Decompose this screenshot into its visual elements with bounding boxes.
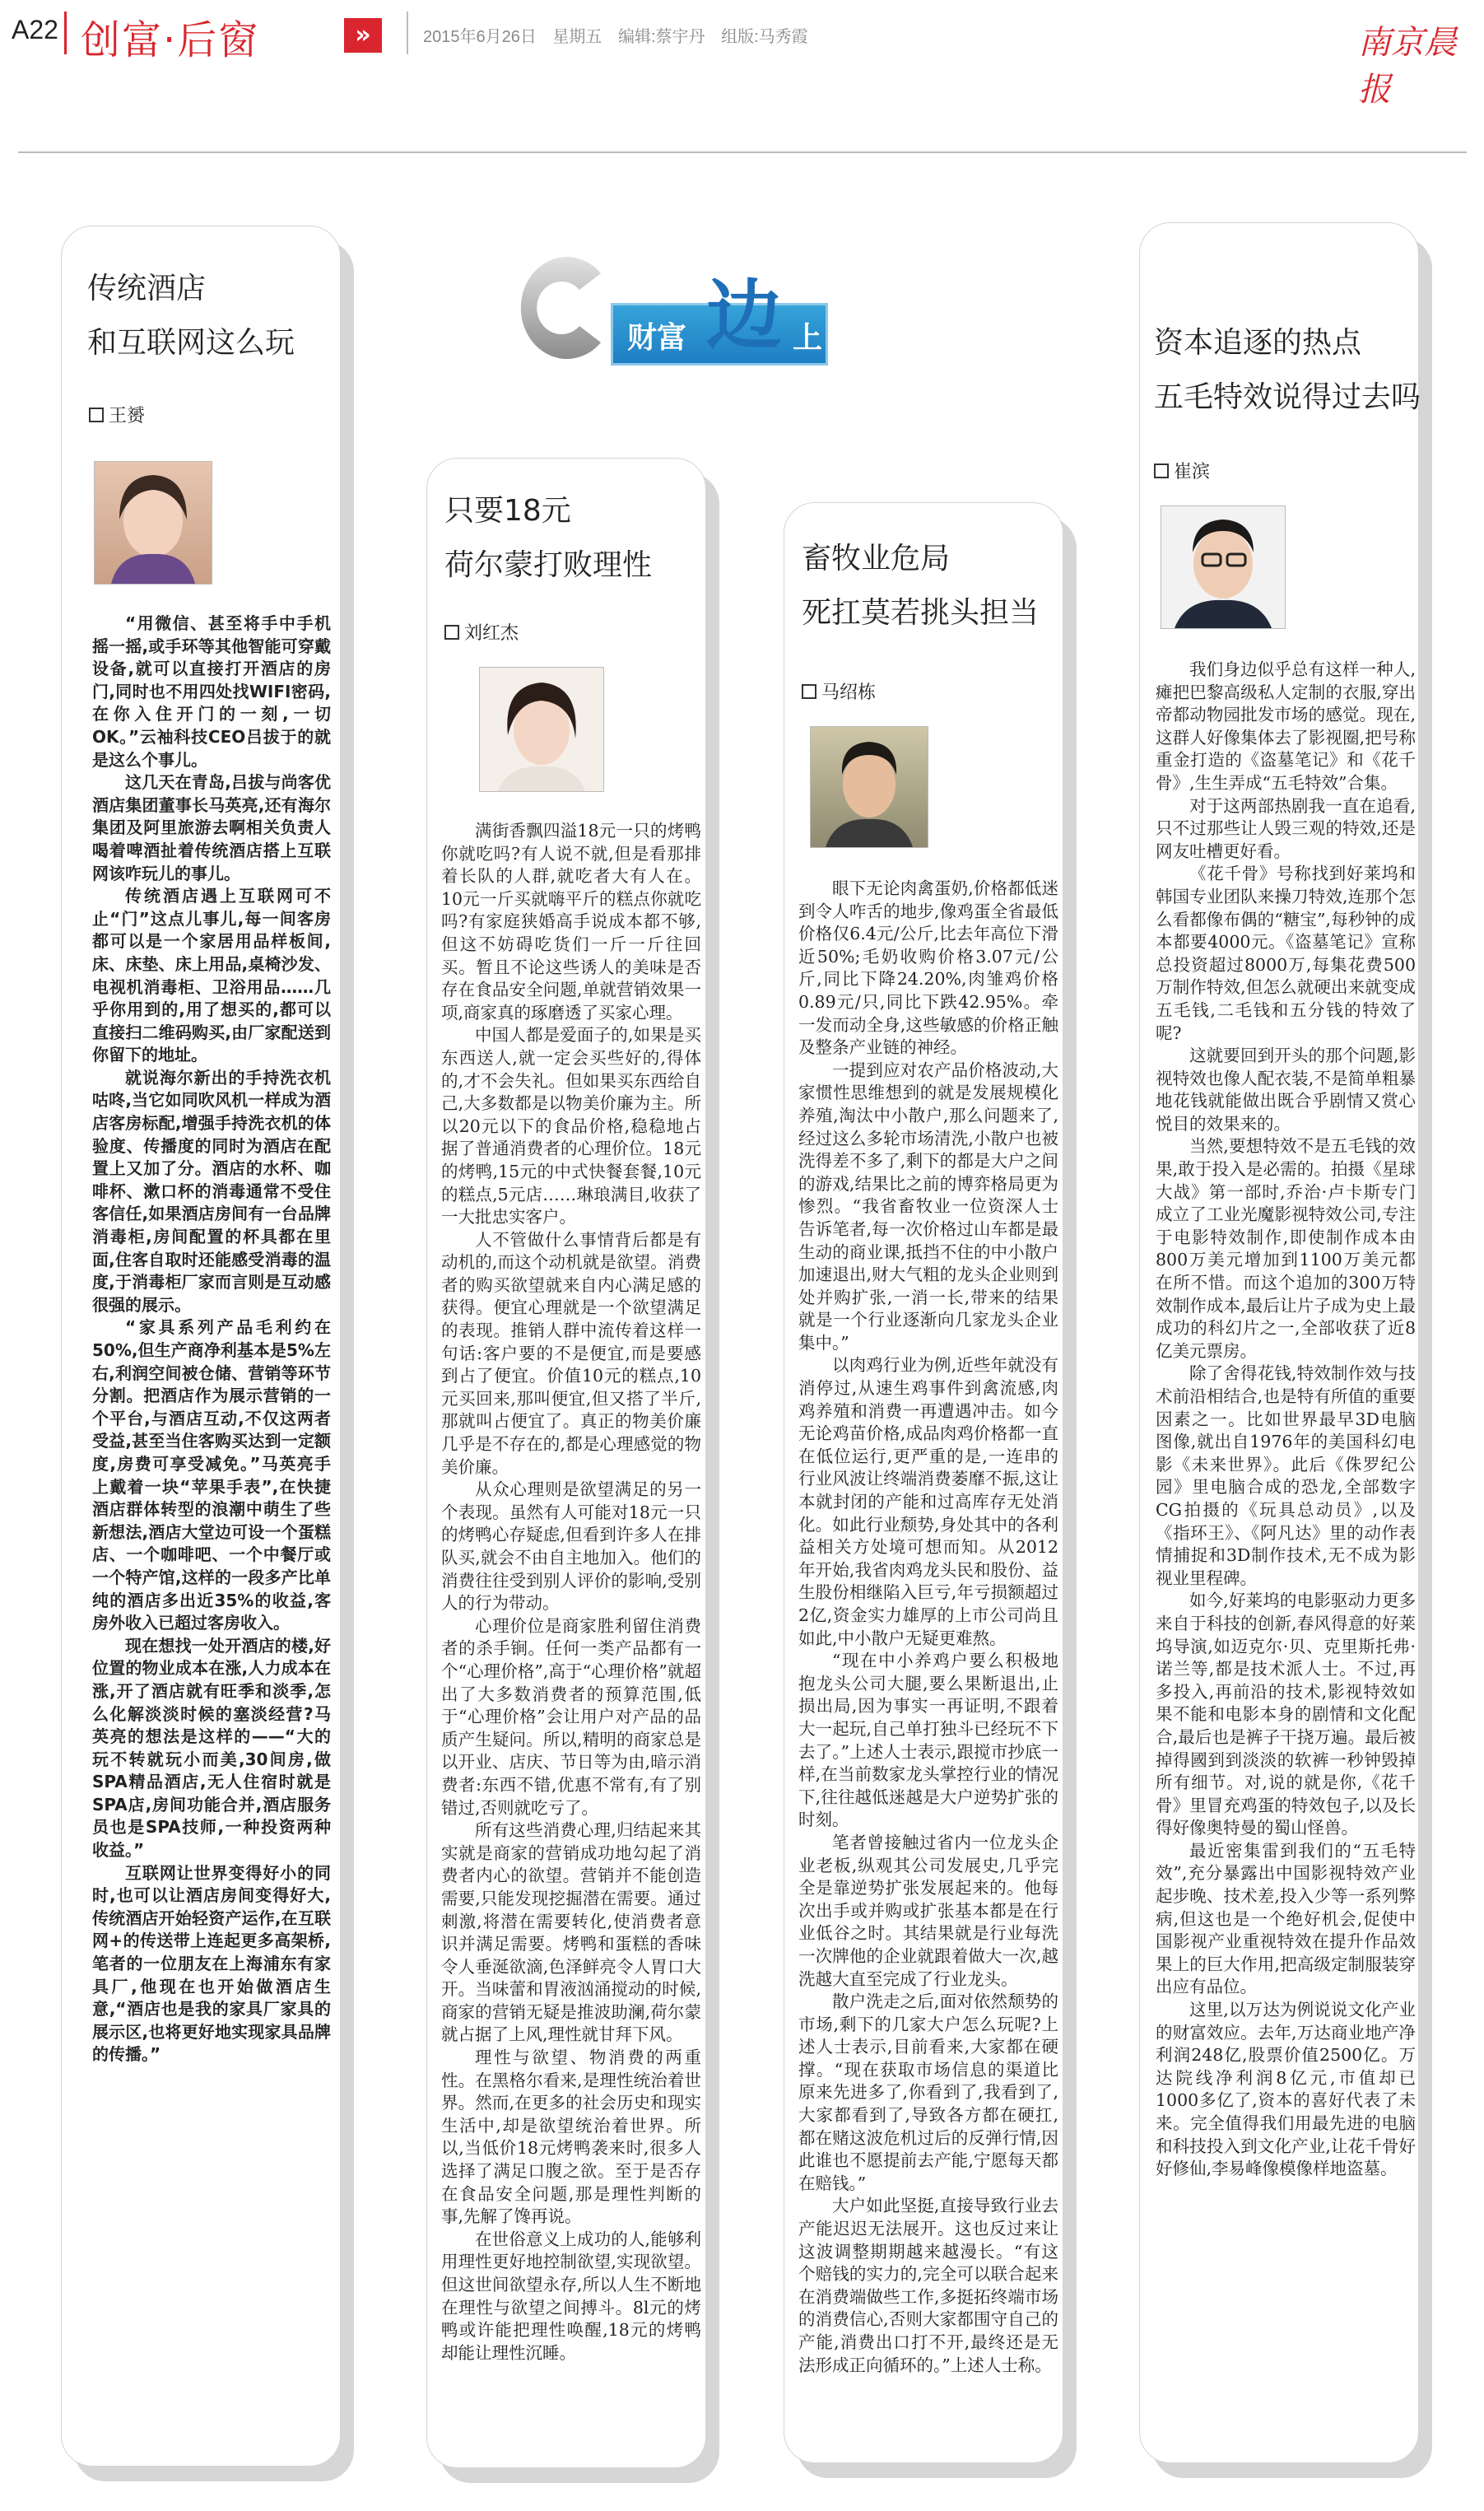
article-body (1156, 659, 1416, 2181)
paragraph: 所有这些消费心理,归结起来其实就是商家的营销成功地勾起了消费者内心的欲望。营销并不能创造需要,只能发现挖掘潜在需要。通过刺激,将潜在需要转化,使消费者意识并满足需要。烤鸭和蛋糕的香味令人垂涎欲滴,色泽鲜亮令人胃口大开。当味蕾和胃液汹涌搅动的时候,商家的营销无疑是推波助澜,荷尔蒙就占据了上风,理性就甘拜下风。 (441, 1820, 701, 2045)
article-author: 崔滨 (1154, 458, 1210, 483)
header-divider (407, 12, 408, 54)
paragraph: 就说海尔新出的手持洗衣机咕咚,当它如同吹风机一样成为酒店客房标配,增强手持洗衣机的体验度、传播度的同时为酒店在配置上又加了分。酒店的水杯、咖啡杯、漱口杯的消毒通常不受住客信任,如果酒店房间有一台品牌消毒柜,房间配置的杯具都在里面,住客自取时还能感受消毒的温度,于消毒柜厂家而言则是互动感很强的展示。 (92, 1067, 331, 1315)
paragraph: 大户如此坚挺,直接导致行业去产能迟迟无法展开。这也反过来让这波调整期期越来越漫长。“有这个赔钱的实力的,完全可以联合起来在消费端做些工作,多挺拓终端市场的消费信心,否则大家都围守自己的产能,消费出口打不开,最终还是无法形成正向循环的。”上述人士称。 (798, 2196, 1058, 2375)
paragraph: 除了舍得花钱,特效制作效与技术前沿相结合,也是特有所值的重要因素之一。比如世界最早3D电脑图像,就出自1976年的美国科幻电影《未来世界》。此后《侏罗纪公园》里电脑合成的恐龙,全部数字CG拍摄的《玩具总动员》,以及《指环王》、《阿凡达》里的动作表情捕捉和3D制作技术,无不成为影视业里程碑。 (1156, 1363, 1416, 1588)
paragraph: 心理价位是商家胜利留住消费者的杀手锏。任何一类产品都有一个“心理价格”,高于“心理价格”就超出了大多数消费者的预算范围,低于“心理价格”会让用户对产品的品质产生疑问。所以,精明的商家总是以开业、店庆、节日等为由,暗示消费者:东西不错,优惠不常有,有了别错过,否则就吃亏了。 (441, 1615, 701, 1818)
paragraph: “用微信、甚至将手中手机摇一摇,或手环等其他智能可穿戴设备,就可以直接打开酒店的房门,同时也不用四处找WIFI密码,在你入住开门的一刻,一切OK。”云袖科技CEO吕拔于的就是这么个事儿。 (92, 613, 331, 770)
paragraph: 我们身边似乎总有这样一种人,瘫把巴黎高级私人定制的衣服,穿出帝都动物园批发市场的感觉。现在,这群人好像集体去了影视圈,把号称重金打造的《盗墓笔记》和《花千骨》,生生弄成“五毛特效”合集。 (1156, 659, 1416, 793)
paragraph: 理性与欲望、物消费的两重性。在黑格尔看来,是理性统治着世界。然而,在更多的社会历史和现实生活中,却是欲望统治着世界。所以,当低价18元烤鸭袭来时,很多人选择了满足口腹之欲。至于是否存在食品安全问题,那是理性判断的事,先解了馋再说。 (441, 2047, 701, 2227)
byline-box-icon (89, 408, 104, 422)
article-body (798, 878, 1058, 2377)
paragraph: 这几天在青岛,吕拔与尚客优酒店集团董事长马英亮,还有海尔集团及阿里旅游去啊相关负责人喝着啤酒扯着传统酒店搭上互联网该咋玩儿的事儿。 (92, 772, 331, 883)
author-photo (1161, 505, 1286, 629)
author-photo (479, 667, 604, 792)
header-divider (64, 12, 67, 54)
byline-box-icon (1154, 464, 1169, 478)
article-author: 刘红杰 (444, 619, 519, 645)
paragraph: 传统酒店遇上互联网可不止“门”这点儿事儿,每一间客房都可以是一个家居用品样板间,床、床垫、床上用品,桌椅沙发、电视机消毒柜、卫浴用品……几乎你用到的,用了想买的,都可以直接扫二维码购买,由厂家配送到你留下的地址。 (92, 886, 331, 1065)
paragraph: 以肉鸡行业为例,近些年就没有消停过,从速生鸡事件到禽流感,肉鸡养殖和消费一再遭遇冲击。如今无论鸡苗价格,成品肉鸡价格都一直在低位运行,更严重的是,一连串的行业风波让终端消费萎靡不振,这让本就封闭的产能和过高库存无处消化。如此行业颓势,身处其中的各利益相关方处境可想而知。从2012年开始,我省肉鸡龙头民和股份、益生股份相继陷入巨亏,年亏损额超过2亿,资金实力雄厚的上市公司尚且如此,中小散户无疑更难熬。 (798, 1355, 1058, 1648)
paragraph: 这就要回到开头的那个问题,影视特效也像人配衣装,不是简单粗暴地花钱就能做出既合乎剧情又赏心悦目的效果来的。 (1156, 1046, 1416, 1134)
header-rule (18, 151, 1467, 153)
paragraph: 笔者曾接触过省内一位龙头企业老板,纵观其公司发展史,几乎完全是靠逆势扩张发展起来的。他每次出手或并购或扩张基本都是在行业低谷之时。其结果就是行业每洗一次牌他的企业就跟着做大一次,越洗越大直至完成了行业龙头。 (798, 1832, 1058, 1989)
article-title: 只要18元 荷尔蒙打败理性 (444, 494, 653, 582)
paragraph: 这里,以万达为例说说文化产业的财富效应。去年,万达商业地产净利润248亿,股票价值2500亿。万达院线净利润8亿元,市值却已1000多亿了,资本的喜好代表了未来。完全值得我们用最先进的电脑和科技投入到文化产业,让花千骨好好修仙,李易峰像模像样地盗墓。 (1156, 2000, 1416, 2179)
article-author: 马绍栋 (802, 678, 876, 704)
paragraph: 满街香飘四溢18元一只的烤鸭你就吃吗?有人说不就,但是看那排着长队的人群,就吃者大有人在。10元一斤买就嗨平斤的糕点你就吃吗?有家庭狭婚高手说成本都不够,但这不妨碍吃货们一斤一斤往回买。暂且不论这些诱人的美味是否存在食品安全问题,单就营销效果一项,商家真的琢磨透了买家心理。 (441, 821, 701, 1023)
paragraph: 在世俗意义上成功的人,能够利用理性更好地控制欲望,实现欲望。但这世间欲望永存,所以人生不断地在理性与欲望之间搏斗。8l元的烤鸭或许能把理性唤醒,18元的烤鸭却能让理性沉睡。 (441, 2229, 701, 2363)
article-title: 畜牧业危局 死扛莫若挑头担当 (802, 542, 1040, 630)
paragraph: 现在想找一处开酒店的楼,好位置的物业成本在涨,人力成本在涨,开了酒店就有旺季和淡季,怎么化解淡淡时候的塞淡经营?马英亮的想法是这样的——“大的玩不转就玩小而美,30间房,做SPA精品酒店,无人住宿时就是SPA店,房间功能合并,酒店服务员也是SPA技师,一种投资两种收益。” (92, 1635, 331, 1861)
page-number: A22 (12, 15, 58, 44)
paragraph: 当然,要想特效不是五毛钱的效果,敢于投入是必需的。拍摄《星球大战》第一部时,乔治·卢卡斯专门成立了工业光魔影视特效公司,专注于电影特效制作,即使制作成本由800万美元增加到1100万美元都在所不惜。而这个追加的300万特效制作成本,最后让片子成为史上最成功的科幻片之一,全部收获了近8亿美元票房。 (1156, 1136, 1416, 1361)
banner-text-on: 上 (793, 321, 823, 355)
paragraph: “家具系列产品毛利约在50%,但生产商净利基本是5%左右,利润空间被仓储、营销等环节分割。把酒店作为展示营销的一个平台,与酒店互动,不仅这两者受益,甚至当住客购买达到一定额度,房费可享受减免。”马英亮手上戴着一块“苹果手表”,在快捷酒店群体转型的浪潮中萌生了些新想法,酒店大堂边可设一个蛋糕店、一个咖啡吧、一个中餐厅或一个特产馆,这样的一段多产比单纯的酒店多出近35%的收益,客房外收入已超过客房收入。 (92, 1317, 331, 1633)
article-body (441, 820, 701, 2364)
author-photo (94, 461, 212, 585)
paragraph: 最近密集雷到我们的“五毛特效”,充分暴露出中国影视特效产业起步晚、技术差,投入少等一系列弊病,但这也是一个绝好机会,促使中国影视产业重视特效在提升作品效果上的巨大作用,把高级定制服装穿出应有品位。 (1156, 1840, 1416, 1997)
paragraph: 一提到应对农产品价格波动,大家惯性思维想到的就是发展规模化养殖,淘汰中小散户,那么问题来了,经过这么多轮市场清洗,小散户也被洗得差不多了,剩下的都是大户之间的游戏,结果比之前的博弈格局更为惨烈。“我省畜牧业一位资深人士告诉笔者,每一次价格过山车都是最生动的商业课,抵挡不住的中小散户加速退出,财大气粗的龙头企业则到处并购扩张,一消一长,带来的结果就是一个行业逐渐向几家龙头企业集中。” (798, 1060, 1058, 1353)
paragraph: 散户洗走之后,面对依然颓势的市场,剩下的几家大户怎么玩呢?上述人士表示,目前看来,大家都在硬撑。“现在获取市场信息的渠道比原来先进多了,你看到了,我看到了,大家都看到了,导致各方都在硬扛,都在赌这波危机过后的反弹行情,因此谁也不愿提前去产能,宁愿每天都在赔钱。” (798, 1992, 1058, 2193)
author-photo (810, 726, 928, 848)
paragraph: 中国人都是爱面子的,如果是买东西送人,就一定会买些好的,得体的,才不会失礼。但如果买东西给自己,大多数都是以物美价廉为主。所以20元以下的食品价格,稳稳地占据了普通消费者的心理价位。18元的烤鸭,15元的中式快餐套餐,10元的糕点,5元店……琳琅满目,收获了一大批忠实客户。 (441, 1025, 701, 1228)
byline-box-icon (444, 625, 459, 640)
column-logo-c-icon (512, 250, 609, 366)
paragraph: “现在中小养鸡户要么积极地抱龙头公司大腿,要么果断退出,止损出局,因为事实一再证明,不跟着大一起玩,自己单打独斗已经玩不下去了。”上述人士表示,跟搅市抄底一样,在当前数家龙头掌控行业的情况下,往往越低迷越是大户逆势扩张的时刻。 (798, 1651, 1058, 1830)
article-title: 传统酒店 和互联网这么玩 (87, 272, 295, 360)
paragraph: 人不管做什么事情背后都是有动机的,而这个动机就是欲望。消费者的购买欲望就来自内心满足感的获得。便宜心理就是一个欲望满足的表现。推销人群中流传着这样一句话:客户要的不是便宜,而是要感到占了便宜。价值10元的糕点,10元买回来,那叫便宜,但又搭了半斤,那就叫占便宜了。真正的物美价廉几乎是不存在的,都是心理感觉的物美价廉。 (441, 1229, 701, 1477)
newspaper-logo: 南京晨报 (1358, 24, 1457, 109)
paragraph: 眼下无论肉禽蛋奶,价格都低迷到令人咋舌的地步,像鸡蛋全省最低价格仅6.4元/公斤,比去年高位下滑近50%;毛奶收购价格3.07元/公斤,同比下降24.20%,肉雏鸡价格0.89元/只,同比下跌42.95%。牵一发而动全身,这些敏感的价格正触及整条产业链的神经。 (798, 878, 1058, 1058)
banner-text-edge: 边 (706, 272, 783, 360)
article-body (92, 613, 331, 2066)
issue-meta: 2015年6月26日 星期五 编辑:蔡宇丹 组版:马秀霞 (423, 28, 808, 46)
section-title: 创富·后窗 (81, 17, 260, 63)
paragraph: 如今,好莱坞的电影驱动力更多来自于科技的创新,春风得意的好莱坞导演,如迈克尔·贝、克里斯托弗·诺兰等,都是技术派人士。不过,再多投入,再前沿的技术,影视特效如果不能和电影本身的剧情和文化配合,最后也是裤子干挠万遍。最后被掉得國到到淡淡的软裤一秒钟毁掉所有细节。对,说的就是你,《花千骨》里冒充鸡蛋的特效包子,以及长得好像奥特曼的蜀山怪兽。 (1156, 1591, 1416, 1838)
double-chevron-right-icon: » (344, 18, 382, 53)
article-title: 资本追逐的热点 五毛特效说得过去吗 (1154, 326, 1421, 414)
paragraph: 从众心理则是欲望满足的另一个表现。虽然有人可能对18元一只的烤鸭心存疑虑,但看到许多人在排队买,就会不由自主地加入。他们的消费往往受到别人评价的影响,受别人的行为带动。 (441, 1479, 701, 1614)
byline-box-icon (802, 684, 816, 699)
paragraph: 《花千骨》号称找到好莱坞和韩国专业团队来操刀特效,连那个怎么看都像布偶的“糖宝”,每秒钟的成本都要4000元。《盗墓笔记》宣称总投资超过8000万,每集花费500万制作特效,但怎么就硬出来就变成五毛钱,二毛钱和五分钱的特效了呢? (1156, 864, 1416, 1043)
paragraph: 对于这两部热剧我一直在追看,只不过那些让人毁三观的特效,还是网友吐槽更好看。 (1156, 795, 1416, 861)
paragraph: 互联网让世界变得好小的同时,也可以让酒店房间变得好大,传统酒店开始轻资产运作,在互联网+的传送带上连起更多高架桥,笔者的一位朋友在上海浦东有家具厂,他现在也开始做酒店生意,“酒店也是我的家具厂家具的展示区,也将更好地实现家具品牌的传播。” (92, 1862, 331, 2065)
article-author: 王赟 (89, 402, 145, 427)
banner-text-wealth: 财富 (627, 321, 687, 355)
